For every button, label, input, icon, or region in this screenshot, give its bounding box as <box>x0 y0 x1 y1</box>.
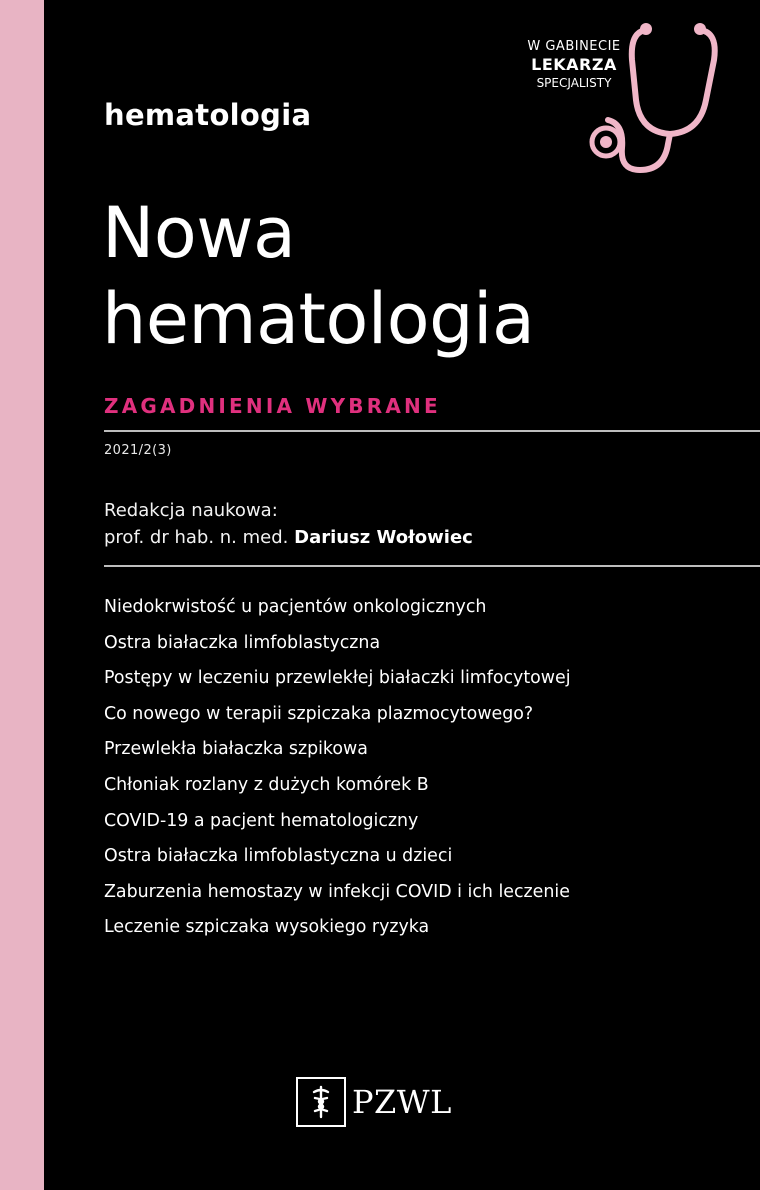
title-line-2: hematologia <box>102 278 535 360</box>
editor-label: Redakcja naukowa: <box>104 500 278 521</box>
issue-number: 2021/2(3) <box>104 443 172 458</box>
pzwl-logo-icon <box>296 1077 346 1127</box>
topic-item: Zaburzenia hemostazy w infekcji COVID i ich leczenie <box>104 881 570 902</box>
book-title <box>102 190 534 362</box>
category-label: hematologia <box>104 98 312 132</box>
topics-list <box>104 590 571 946</box>
editor-title: prof. dr hab. n. med. <box>104 527 289 548</box>
topic-item: Niedokrwistość u pacjentów onkologicznych <box>104 597 487 617</box>
stethoscope-icon <box>560 20 740 190</box>
series-line-3: SPECJALISTY <box>536 76 612 90</box>
topic-item: Przewlekła białaczka szpikowa <box>104 739 368 760</box>
pink-spine-strip <box>0 0 44 1190</box>
topic-item: Leczenie szpiczaka wysokiego ryzyka <box>104 917 430 938</box>
series-line-2: LEKARZA <box>531 55 617 74</box>
subtitle: ZAGADNIENIA WYBRANE <box>104 394 441 418</box>
publisher-name: PZWL <box>352 1083 452 1121</box>
topic-item: Chłoniak rozlany z dużych komórek B <box>104 774 429 795</box>
topic-item: Ostra białaczka limfoblastyczna <box>104 632 381 653</box>
publisher-logo <box>296 1076 452 1128</box>
editor-block <box>104 497 473 551</box>
divider-top <box>104 430 760 432</box>
topic-item: Postępy w leczeniu przewlekłej białaczki limfocytowej <box>104 668 571 689</box>
editor-line <box>104 524 473 551</box>
topic-item: Ostra białaczka limfoblastyczna u dzieci <box>104 846 453 867</box>
topic-item: Co nowego w terapii szpiczaka plazmocytowego? <box>104 703 534 724</box>
editor-name: Dariusz Wołowiec <box>294 527 473 548</box>
topic-item: COVID-19 a pacjent hematologiczny <box>104 810 419 831</box>
series-line-1: W GABINECIE <box>527 39 621 54</box>
divider-bottom <box>104 565 760 567</box>
title-line-1: Nowa <box>102 192 296 274</box>
